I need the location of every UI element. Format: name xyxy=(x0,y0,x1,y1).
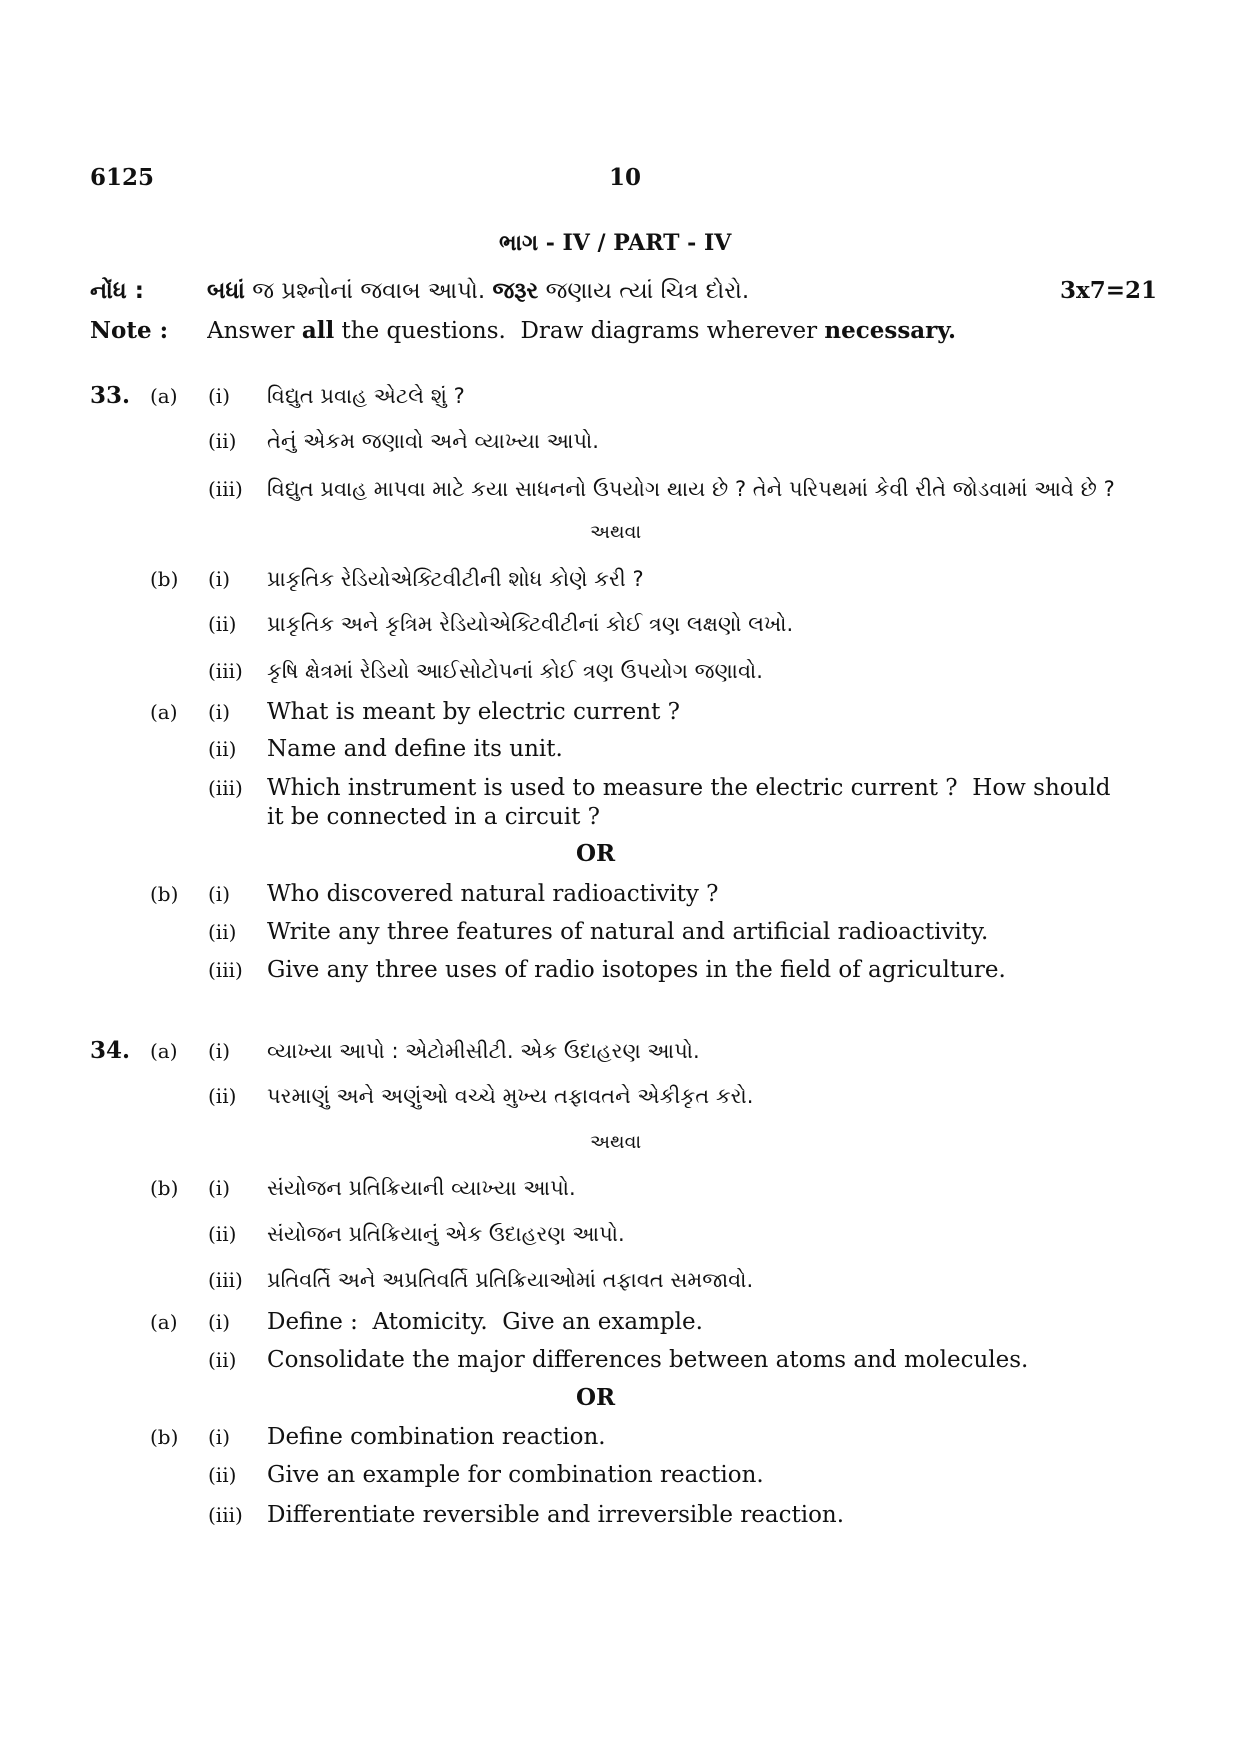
question-text-continuation: it be connected in a circuit ? xyxy=(267,804,600,830)
question-number: 34. xyxy=(90,1037,131,1064)
note-bold-necessary: જરૂર xyxy=(492,278,539,304)
question-text: Which instrument is used to measure the electric current ? How should xyxy=(267,775,1111,801)
question-text: Define combination reaction. xyxy=(267,1424,606,1450)
sub-label: (i) xyxy=(208,1425,231,1449)
page-number: 10 xyxy=(609,164,642,191)
question-text: કૃષિ ક્ષેત્રમાં રેડિયો આઈસોટોપનાં કોઈ ત્રણ ઉપયોગ જણાવો. xyxy=(267,659,763,683)
question-item xyxy=(0,697,1240,727)
question-text: વિદ્યુત પ્રવાહ માપવા માટે કયા સાધનનો ઉપયોગ થાય છે ? તેને પરિપથમાં કેવી રીતે જોડવામાં આવે છે ? xyxy=(267,477,1115,501)
note-english xyxy=(0,316,1240,346)
part-label: (b) xyxy=(150,1176,179,1200)
note-bold-all: બધાં xyxy=(207,278,245,304)
question-item xyxy=(0,1081,1240,1111)
sub-label: (i) xyxy=(208,567,231,591)
question-text: સંયોજન પ્રતિક્રિયાની વ્યાખ્યા આપો. xyxy=(267,1176,576,1200)
sub-label: (iii) xyxy=(208,1268,243,1292)
question-item xyxy=(0,1500,1240,1530)
or-divider xyxy=(0,1127,1240,1157)
or-label-english: OR xyxy=(576,840,616,867)
question-text: વિદ્યુત પ્રવાહ એટલે શું ? xyxy=(267,384,465,408)
question-item xyxy=(0,917,1240,947)
question-item xyxy=(0,609,1240,639)
question-item xyxy=(0,1460,1240,1490)
note-gujarati xyxy=(0,276,1240,306)
question-text: Write any three features of natural and artificial radioactivity. xyxy=(267,919,989,945)
note-bold-all: all xyxy=(301,317,335,344)
sub-label: (ii) xyxy=(208,737,237,761)
or-divider xyxy=(0,1383,1240,1413)
question-text: Give any three uses of radio isotopes in the field of agriculture. xyxy=(267,957,1006,983)
sub-label: (iii) xyxy=(208,776,243,800)
question-item xyxy=(0,656,1240,686)
question-item xyxy=(0,1307,1240,1337)
question-item xyxy=(0,1345,1240,1375)
note-text-part: Answer xyxy=(207,318,302,344)
or-divider xyxy=(0,839,1240,869)
sub-label: (i) xyxy=(208,1310,231,1334)
note-label-english: Note : xyxy=(90,317,169,344)
question-item xyxy=(0,1422,1240,1452)
sub-label: (ii) xyxy=(208,1348,237,1372)
note-label-gujarati: નોંધ : xyxy=(90,278,144,304)
question-text: Name and define its unit. xyxy=(267,736,563,762)
question-item-continuation xyxy=(0,802,1240,832)
sub-label: (i) xyxy=(208,1176,231,1200)
question-text: તેનું એકમ જણાવો અને વ્યાખ્યા આપો. xyxy=(267,429,599,453)
sub-label: (i) xyxy=(208,882,231,906)
question-text: પ્રાકૃતિક અને કૃત્રિમ રેડિયોએક્ટિવીટીનાં કોઈ ત્રણ લક્ષણો લખો. xyxy=(267,612,794,636)
sub-label: (iii) xyxy=(208,477,243,501)
note-text-gujarati xyxy=(207,276,749,306)
question-item xyxy=(0,1173,1240,1203)
part-title: ભાગ - IV / PART - IV xyxy=(499,230,732,256)
question-text: પરમાણું અને અણુંઓ વચ્ચે મુખ્ય તફાવતને એકીકૃત કરો. xyxy=(267,1084,754,1108)
question-item xyxy=(0,734,1240,764)
part-label: (a) xyxy=(150,384,178,408)
or-label-gujarati: અથવા xyxy=(590,521,642,543)
sub-label: (iii) xyxy=(208,659,243,683)
sub-label: (i) xyxy=(208,384,231,408)
question-item xyxy=(0,381,1240,411)
note-text-part: જણાય ત્યાં ચિત્ર દોરો. xyxy=(538,278,750,304)
question-text: What is meant by electric current ? xyxy=(267,699,680,725)
question-text: પ્રાકૃતિક રેડિયોએક્ટિવીટીની શોધ કોણે કરી ? xyxy=(267,567,644,591)
sub-label: (ii) xyxy=(208,429,237,453)
part-label: (b) xyxy=(150,1425,179,1449)
question-text: પ્રતિવર્તિ અને અપ્રતિવર્તિ પ્રતિક્રિયાઓમાં તફાવત સમજાવો. xyxy=(267,1268,754,1292)
note-text-part: જ પ્રશ્નોનાં જવાબ આપો. xyxy=(244,278,493,304)
question-text: Differentiate reversible and irreversible reaction. xyxy=(267,1502,845,1528)
question-text: Consolidate the major differences between atoms and molecules. xyxy=(267,1347,1029,1373)
or-label-gujarati: અથવા xyxy=(590,1131,642,1153)
question-item xyxy=(0,474,1240,504)
note-text-english xyxy=(207,316,956,346)
note-bold-necessary: necessary. xyxy=(824,317,957,344)
question-item xyxy=(0,1036,1240,1066)
question-item xyxy=(0,426,1240,456)
part-label: (b) xyxy=(150,882,179,906)
part-heading-row xyxy=(0,228,1240,258)
sub-label: (i) xyxy=(208,700,231,724)
sub-label: (ii) xyxy=(208,1084,237,1108)
sub-label: (i) xyxy=(208,1039,231,1063)
question-text: Define : Atomicity. Give an example. xyxy=(267,1309,703,1335)
sub-label: (iii) xyxy=(208,1503,243,1527)
part-label: (a) xyxy=(150,700,178,724)
question-item xyxy=(0,955,1240,985)
part-label: (a) xyxy=(150,1039,178,1063)
question-item xyxy=(0,879,1240,909)
page-header xyxy=(0,163,1240,193)
marks: 3x7=21 xyxy=(1060,277,1157,304)
sub-label: (ii) xyxy=(208,1222,237,1246)
part-label: (b) xyxy=(150,567,179,591)
question-text: વ્યાખ્યા આપો : એટોમીસીટી. એક ઉદાહરણ આપો. xyxy=(267,1039,700,1063)
question-text: Who discovered natural radioactivity ? xyxy=(267,881,719,907)
or-divider xyxy=(0,517,1240,547)
paper-code: 6125 xyxy=(90,164,155,191)
sub-label: (ii) xyxy=(208,612,237,636)
note-text-part: the questions. Draw diagrams wherever xyxy=(334,318,825,344)
part-label: (a) xyxy=(150,1310,178,1334)
question-item xyxy=(0,1265,1240,1295)
sub-label: (ii) xyxy=(208,920,237,944)
question-item xyxy=(0,773,1240,803)
question-text: Give an example for combination reaction. xyxy=(267,1462,764,1488)
or-label-english: OR xyxy=(576,1384,616,1411)
question-text: સંયોજન પ્રતિક્રિયાનું એક ઉદાહરણ આપો. xyxy=(267,1222,625,1246)
question-item xyxy=(0,1219,1240,1249)
question-number: 33. xyxy=(90,382,131,409)
sub-label: (ii) xyxy=(208,1463,237,1487)
question-item xyxy=(0,564,1240,594)
sub-label: (iii) xyxy=(208,958,243,982)
